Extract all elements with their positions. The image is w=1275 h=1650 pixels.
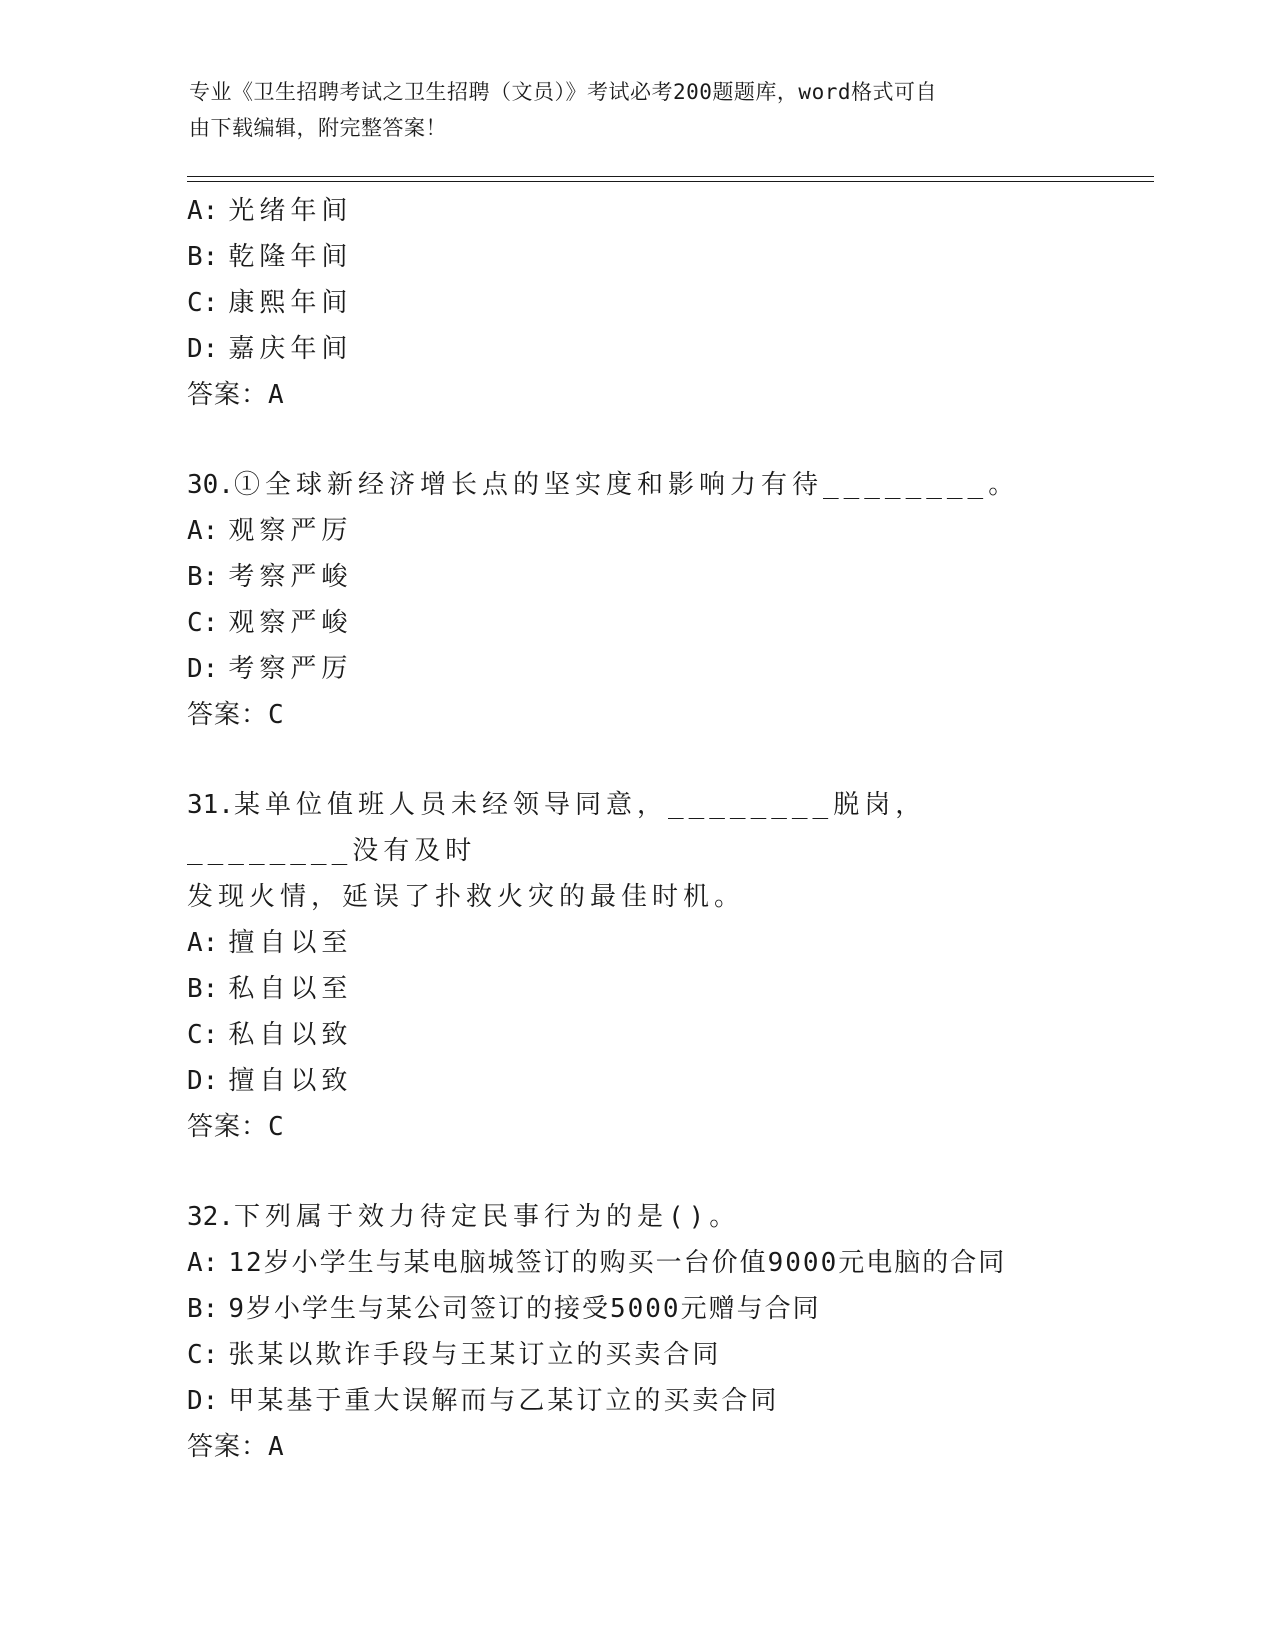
- option-b: B: 乾隆年间: [187, 242, 353, 272]
- header-divider-top: [187, 176, 1154, 177]
- option-b: B: 考察严峻: [187, 562, 353, 592]
- question-list: [187, 188, 1087, 1470]
- question-title: 30.①全球新经济增长点的坚实度和影响力有待________。: [187, 470, 1020, 500]
- question-title: 31.某单位值班人员未经领导同意，________脱岗，________没有及时: [187, 790, 927, 866]
- header-line-1: 专业《卫生招聘考试之卫生招聘（文员）》考试必考200题题库，word格式可自: [189, 80, 937, 104]
- question-title: 32.下列属于效力待定民事行为的是()。: [187, 1202, 741, 1232]
- answer-line: 答案：C: [187, 700, 285, 730]
- option-a: A: 光绪年间: [187, 196, 353, 226]
- option-a: A: 观察严厉: [187, 516, 353, 546]
- option-d: D: 甲某基于重大误解而与乙某订立的买卖合同: [187, 1386, 780, 1416]
- answer-line: 答案：A: [187, 380, 285, 410]
- option-c: C: 张某以欺诈手段与王某订立的买卖合同: [187, 1340, 722, 1370]
- option-c: C: 私自以致: [187, 1020, 353, 1050]
- answer-line: 答案：A: [187, 1432, 285, 1462]
- header-divider-bottom: [187, 181, 1154, 182]
- option-b: B: 私自以至: [187, 974, 353, 1004]
- option-b: B: 9岁小学生与某公司签订的接受5000元赠与合同: [187, 1294, 821, 1324]
- option-a: A: 擅自以至: [187, 928, 353, 958]
- question-title-continuation: 发现火情，延误了扑救火灾的最佳时机。: [187, 882, 746, 912]
- option-a: A: 12岁小学生与某电脑城签订的购买一台价值9000元电脑的合同: [187, 1248, 1007, 1278]
- header-line-2: 由下载编辑，附完整答案！: [189, 116, 447, 140]
- option-c: C: 康熙年间: [187, 288, 353, 318]
- question-block-30: [187, 462, 1087, 738]
- option-d: D: 擅自以致: [187, 1066, 353, 1096]
- question-block-31: [187, 782, 1087, 1150]
- question-block-32: [187, 1194, 1087, 1470]
- option-c: C: 观察严峻: [187, 608, 353, 638]
- answer-line: 答案：C: [187, 1112, 285, 1142]
- document-header: [189, 74, 1069, 146]
- question-block-partial: [187, 188, 1087, 418]
- option-d: D: 考察严厉: [187, 654, 353, 684]
- option-d: D: 嘉庆年间: [187, 334, 353, 364]
